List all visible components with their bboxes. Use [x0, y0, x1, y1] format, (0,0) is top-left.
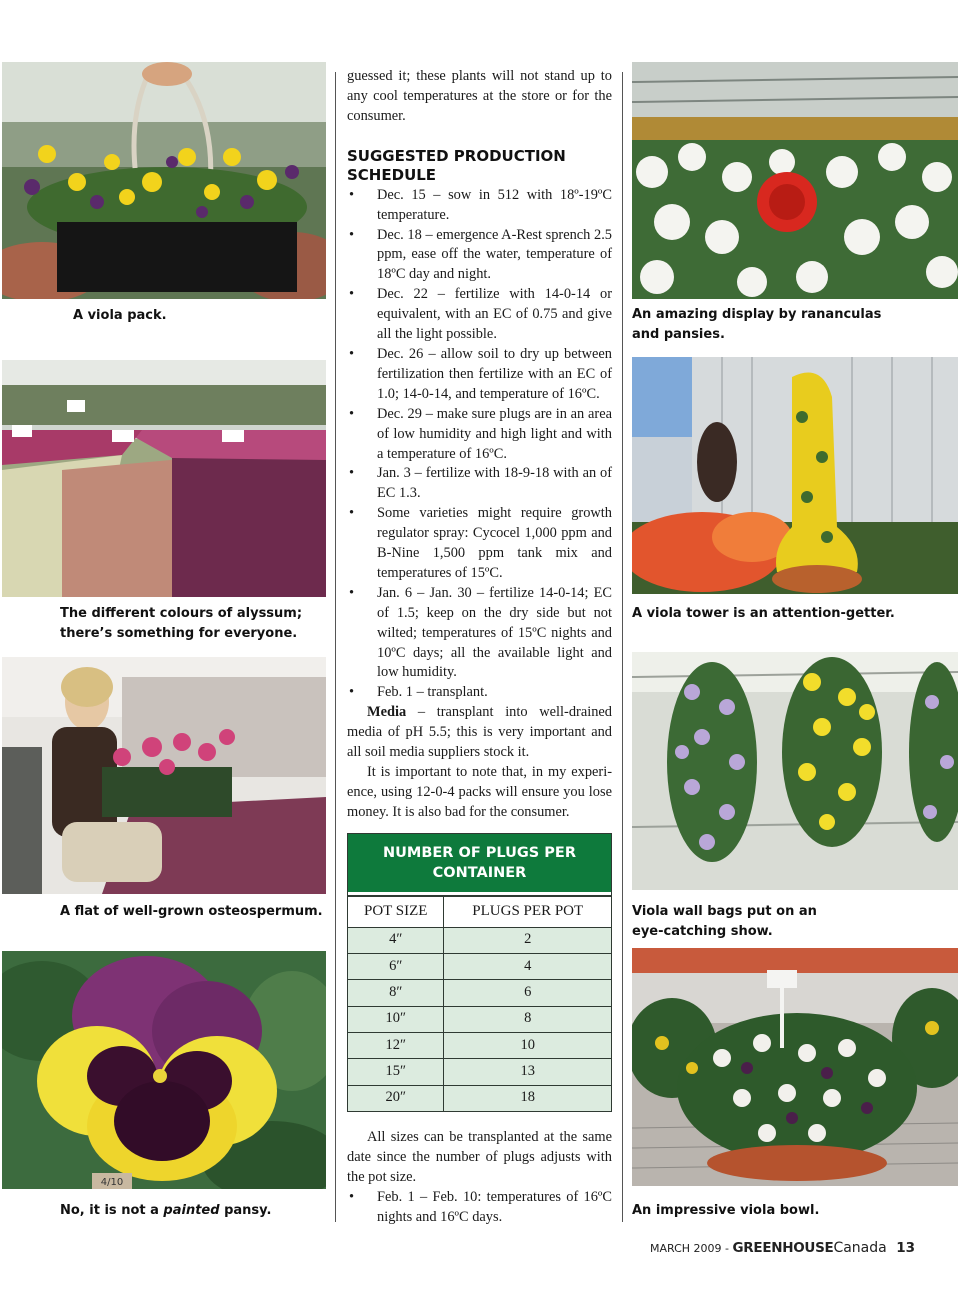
- caption-text: A viola pack.: [73, 308, 167, 323]
- schedule-item: • Jan. 6 – Jan. 30 – fertilize 14-0-14; EC of 1.5; keep on the dry side but not wilted; temperatures of 15ºC nights and 10ºC days; all the available light and low humidity.: [347, 584, 612, 684]
- schedule-item: • Dec. 26 – allow soil to dry up between fertilization then fertilize with an EC of 1.0; 14-0-14, and temperature of 16ºC.: [347, 345, 612, 405]
- pot-tag-label: 4/10: [100, 1177, 124, 1188]
- caption-line: Viola wall bags put on an: [632, 904, 817, 919]
- cell-pot-size: 4″: [348, 927, 444, 953]
- article-column: [347, 67, 612, 1228]
- schedule-item: • Dec. 29 – make sure plugs are in an area of low humidity and high light and with a temperature of 16ºC.: [347, 405, 612, 465]
- cell-pot-size: 8″: [348, 980, 444, 1006]
- cell-plugs: 6: [444, 980, 611, 1006]
- caption-wall-bags: [632, 902, 817, 942]
- caption-viola-tower: [632, 604, 895, 624]
- cell-plugs: 10: [444, 1032, 611, 1058]
- cell-plugs: 18: [444, 1085, 611, 1111]
- cell-pot-size: 12″: [348, 1032, 444, 1058]
- table-row: [348, 980, 611, 1006]
- schedule-item: • Some varieties might require growth regulator spray: Cycocel 1,000 ppm and B-Nine 1,500 ppm tank mix and temperatures of 15ºC.: [347, 504, 612, 584]
- photo-ranunculus-pansies: [632, 62, 958, 299]
- cell-pot-size: 10″: [348, 1006, 444, 1032]
- cell-plugs: 4: [444, 954, 611, 980]
- caption-text: A flat of well-grown osteospermum.: [60, 904, 323, 919]
- cell-pot-size: 6″: [348, 954, 444, 980]
- schedule-list: [347, 186, 612, 704]
- caption-prefix: No, it is not a: [60, 1203, 164, 1218]
- footer-issue: MARCH 2009 -: [650, 1242, 730, 1255]
- caption-text: A viola tower is an attention-getter.: [632, 606, 895, 621]
- magazine-name-bold: GREENHOUSE: [732, 1240, 834, 1256]
- photo-osteospermum: [2, 657, 326, 894]
- media-paragraph: [347, 703, 612, 763]
- column-rule-right: [622, 72, 623, 1222]
- table-row: [348, 1006, 611, 1032]
- after-table-paragraph: All sizes can be transplanted at the same date since the number of plugs adjusts with the pot size.: [347, 1129, 612, 1186]
- photo-viola-wall-bags: [632, 652, 958, 890]
- caption-line: there’s something for everyone.: [60, 626, 298, 641]
- plugs-table: [347, 833, 612, 1113]
- schedule-item: • Jan. 3 – fertilize with 18-9-18 with an of EC 1.3.: [347, 464, 612, 504]
- photo-pansy-closeup: [2, 951, 326, 1189]
- column-header-plugs-per-pot: PLUGS PER POT: [444, 896, 611, 927]
- photo-alyssum: [2, 360, 326, 597]
- media-label: Media: [367, 704, 407, 721]
- caption-osteospermum: [60, 902, 323, 922]
- note-paragraph: It is important to note that, in my experience, using 12-0-4 packs will ensure you lose money. It is also bad for the consumer.: [347, 764, 612, 820]
- schedule-item: • Dec. 22 – fertilize with 14-0-14 or equivalent, with an EC of 0.75 and give all the light possible.: [347, 285, 612, 345]
- caption-line: The different colours of alyssum;: [60, 606, 303, 621]
- media-text: – transplant into well-drained media of pH 5.5; this is very important and all soil media suppliers stock it.: [347, 704, 612, 761]
- column-rule-left: [335, 72, 336, 1222]
- schedule-item: • Dec. 15 – sow in 512 with 18º-19ºC temperature.: [347, 186, 612, 226]
- cell-pot-size: 20″: [348, 1085, 444, 1111]
- plugs-table-title: NUMBER OF PLUGS PER CONTAINER: [348, 834, 611, 892]
- photo-viola-bowl: [632, 948, 958, 1186]
- column-header-pot-size: POT SIZE: [348, 896, 444, 927]
- caption-ranunculus: [632, 305, 881, 345]
- table-row: [348, 1059, 611, 1085]
- page-number: 13: [896, 1240, 916, 1256]
- table-row: [348, 1085, 611, 1111]
- schedule-item: • Feb. 1 – transplant.: [347, 683, 612, 703]
- caption-emphasis: painted: [163, 1203, 220, 1218]
- caption-line: An amazing display by rananculas: [632, 307, 882, 322]
- schedule-item: • Dec. 18 – emergence A-Rest sprench 2.5 ppm, ease off the water, temperature of 18ºC day and night.: [347, 226, 612, 286]
- article-intro: guessed it; these plants will not stand up to any cool temperatures at the store or for the consumer.: [347, 68, 612, 124]
- page-footer: [650, 1240, 916, 1260]
- table-row: [348, 927, 611, 953]
- caption-line: eye-catching show.: [632, 924, 773, 939]
- plugs-table-grid: [348, 896, 611, 1112]
- caption-alyssum: [60, 604, 302, 644]
- schedule-item: • Feb. 1 – Feb. 10: temperatures of 16ºC nights and 16ºC days.: [347, 1188, 612, 1228]
- table-row: [348, 954, 611, 980]
- table-row: [348, 1032, 611, 1058]
- final-bullet-list: [347, 1188, 612, 1228]
- caption-viola-bowl: [632, 1201, 819, 1221]
- magazine-name-light: Canada: [833, 1240, 887, 1256]
- cell-plugs: 13: [444, 1059, 611, 1085]
- caption-suffix: pansy.: [219, 1203, 272, 1218]
- cell-pot-size: 15″: [348, 1059, 444, 1085]
- caption-pansy: [60, 1201, 271, 1221]
- cell-plugs: 2: [444, 927, 611, 953]
- photo-viola-tower: [632, 357, 958, 594]
- photo-viola-pack: [2, 62, 326, 299]
- caption-viola-pack: [73, 306, 167, 326]
- schedule-heading: SUGGESTED PRODUCTION SCHEDULE: [347, 146, 566, 184]
- cell-plugs: 8: [444, 1006, 611, 1032]
- caption-line: and pansies.: [632, 327, 725, 342]
- caption-text: An impressive viola bowl.: [632, 1203, 820, 1218]
